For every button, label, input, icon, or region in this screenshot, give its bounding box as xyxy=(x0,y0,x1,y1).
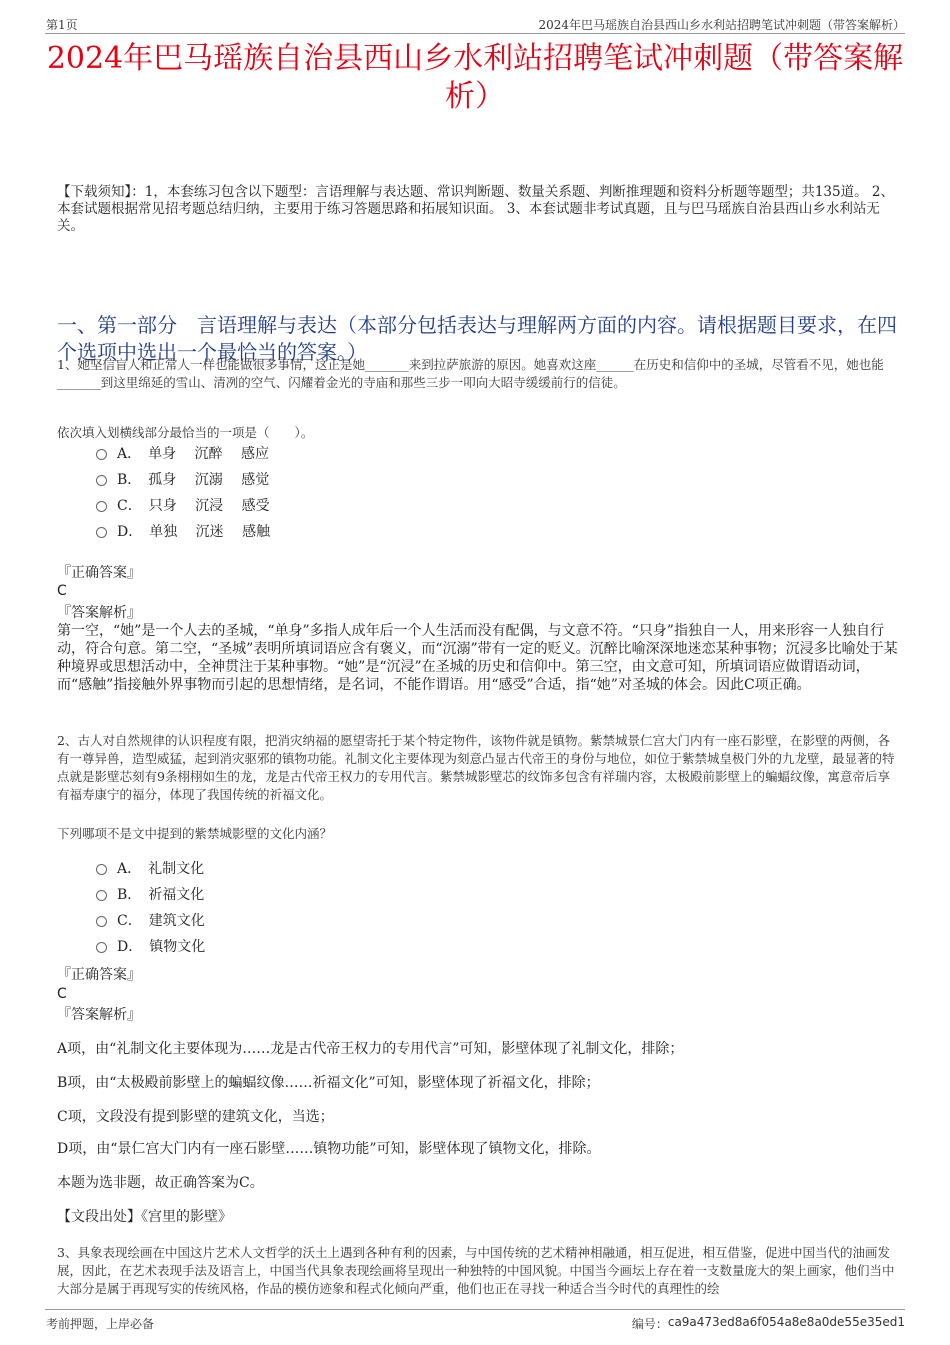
question-2-analysis-line: A项，由“礼制文化主要体现为……龙是古代帝王权力的专用代言”可知，影壁体现了礼制文化，排除； xyxy=(57,1041,684,1057)
question-2-prompt: 下列哪项不是文中提到的紫禁城影壁的文化内涵？ xyxy=(57,826,333,841)
radio-button[interactable] xyxy=(96,501,107,512)
question-2-analysis-label: 『答案解析』 xyxy=(57,1007,141,1023)
question-2-conclusion: 本题为选非题，故正确答案为C。 xyxy=(57,1175,264,1191)
footer-divider xyxy=(45,1309,905,1310)
question-1-option-d[interactable] xyxy=(96,523,270,541)
radio-button[interactable] xyxy=(96,475,107,486)
option-label: A． 单身 沉醉 感应 xyxy=(117,446,270,462)
page-number: 第1页 xyxy=(46,18,78,32)
question-2-option-d[interactable] xyxy=(96,938,205,956)
option-label: A． 礼制文化 xyxy=(117,861,205,877)
radio-button[interactable] xyxy=(96,916,107,927)
radio-button[interactable] xyxy=(96,527,107,538)
option-label: C． 只身 沉浸 感受 xyxy=(117,498,270,514)
question-1-option-b[interactable] xyxy=(96,471,269,489)
option-label: D． 镇物文化 xyxy=(117,939,206,955)
radio-button[interactable] xyxy=(96,890,107,901)
question-2-answer-label: 『正确答案』 xyxy=(57,967,141,983)
question-2-analysis-line: D项，由“景仁宫大门内有一座石影壁……镇物功能”可知，影壁体现了镇物文化，排除。 xyxy=(57,1141,601,1157)
question-2-option-a[interactable] xyxy=(96,860,204,878)
footer-slogan: 考前押题，上岸必备 xyxy=(46,1317,155,1331)
question-2-option-c[interactable] xyxy=(96,912,205,930)
header-doc-title: 2024年巴马瑶族自治县西山乡水利站招聘笔试冲刺题（带答案解析） xyxy=(538,18,905,32)
question-2-analysis-line: B项，由“太极殿前影壁上的蝙蝠纹像……祈福文化”可知，影壁体现了祈福文化，排除； xyxy=(57,1075,600,1091)
question-1-answer-label: 『正确答案』 xyxy=(57,565,141,581)
question-2-option-b[interactable] xyxy=(96,886,204,904)
footer-code-label: 编号： xyxy=(631,1317,668,1331)
question-2-answer: C xyxy=(57,986,67,1002)
option-label: B． 孤身 沉溺 感觉 xyxy=(117,472,270,488)
download-notice: 【下载须知】：1，本套练习包含以下题型：言语理解与表达题、常识判断题、数量关系题、判断推理题和资料分析题等题型；共135道。 2、本套试题根据常见招考题总结归纳，主要用于练习答题思路和拓展知识面。 3、本套试题非考试真题，且与巴马瑶族自治县西山乡水利站无关。 xyxy=(57,184,894,234)
question-2-text: 2、古人对自然规律的认识程度有限，把消灾纳福的愿望寄托于某个特定物件，该物件就是镇物。紫禁城景仁宫大门内有一座石影壁，在影壁的两侧，各有一尊异兽，造型威猛，起到消灾驱邪的镇物功能。礼制文化主要体现为刻意凸显古代帝王的身份与地位，如位于紫禁城皇极门外的九龙壁，最显著的特点就是影壁芯刻有9条栩栩如生的龙，龙是古代帝王权力的专用代言。紫禁城影壁芯的纹饰多包含有祥瑞内容，太极殿前影壁上的蝙蝠纹像，寓意帝后享有福寿康宁的福分，体现了我国传统的祈福文化。 xyxy=(57,733,895,802)
footer-code-value: ca9a473ed8a6f054a8e8a0de55e35ed1 xyxy=(667,1315,905,1329)
question-1-answer: C xyxy=(57,583,67,599)
question-1-analysis: 第一空，“她”是一个人去的圣城，“单身”多指人成年后一个人生活而没有配偶，与文意不符。“只身”指独自一人，用来形容一人独自行动，符合句意。第二空，“圣城”表明所填词语应含有褒义，而“沉溺”带有一定的贬义。沉醉比喻深深地迷恋某种事物；沉浸多比喻处于某种境界或思想活动中，全神贯注于某种事物。“她”是“沉浸”在圣城的历史和信仰中。第三空，由文意可知，所填词语应做谓语动词，而“感触”指接触外界事物而引起的思想情绪，是名词，不能作谓语。用“感受”合适，指“她”对圣城的体会。因此C项正确。 xyxy=(57,623,898,693)
header-divider xyxy=(45,33,905,34)
radio-button[interactable] xyxy=(96,942,107,953)
question-1-analysis-label: 『答案解析』 xyxy=(57,605,141,621)
option-label: D． 单独 沉迷 感触 xyxy=(117,524,271,540)
question-1-option-a[interactable] xyxy=(96,445,269,463)
question-3-text: 3、具象表现绘画在中国这片艺术人文哲学的沃土上遇到各种有利的因素，与中国传统的艺术精神相融通，相互促进，相互借鉴，促进中国当代的油画发展，因此，在艺术表现手法及语言上，中国当代具象表现绘画将呈现出一种独特的中国风貌。中国当今画坛上存在着一支数量庞大的架上画家，他们当中大部分是属于再现写实的传统风格，作品的模仿迹象和程式化倾向严重，他们也正在寻找一种适合当今时代的真理性的绘 xyxy=(57,1245,895,1296)
section-heading: 一、第一部分 言语理解与表达（本部分包括表达与理解两方面的内容。请根据题目要求，在四个选项中选出一个最恰当的答案。） xyxy=(57,313,897,364)
question-1-prompt: 依次填入划横线部分最恰当的一项是（ ）。 xyxy=(57,425,314,440)
question-2-analysis-line: C项，文段没有提到影壁的建筑文化，当选； xyxy=(57,1109,334,1125)
document-title: 2024年巴马瑶族自治县西山乡水利站招聘笔试冲刺题（带答案解析） xyxy=(46,41,904,114)
option-label: B． 祈福文化 xyxy=(117,887,205,903)
question-2-source: 【文段出处】《宫里的影壁》 xyxy=(57,1209,232,1225)
question-1-text: 1、她坚信盲人和正常人一样也能做很多事情，这正是她_______来到拉萨旅游的原因。她喜欢这座______在历史和信仰中的圣城，尽管看不见，她也能_______到这里绵延的雪山、清冽的空气、闪耀着金光的寺庙和那些三步一叩向大昭寺缓缓前行的信徒。 xyxy=(57,357,884,390)
radio-button[interactable] xyxy=(96,864,107,875)
question-1-option-c[interactable] xyxy=(96,497,270,515)
footer-code xyxy=(632,1315,905,1332)
radio-button[interactable] xyxy=(96,449,107,460)
option-label: C． 建筑文化 xyxy=(117,913,205,929)
